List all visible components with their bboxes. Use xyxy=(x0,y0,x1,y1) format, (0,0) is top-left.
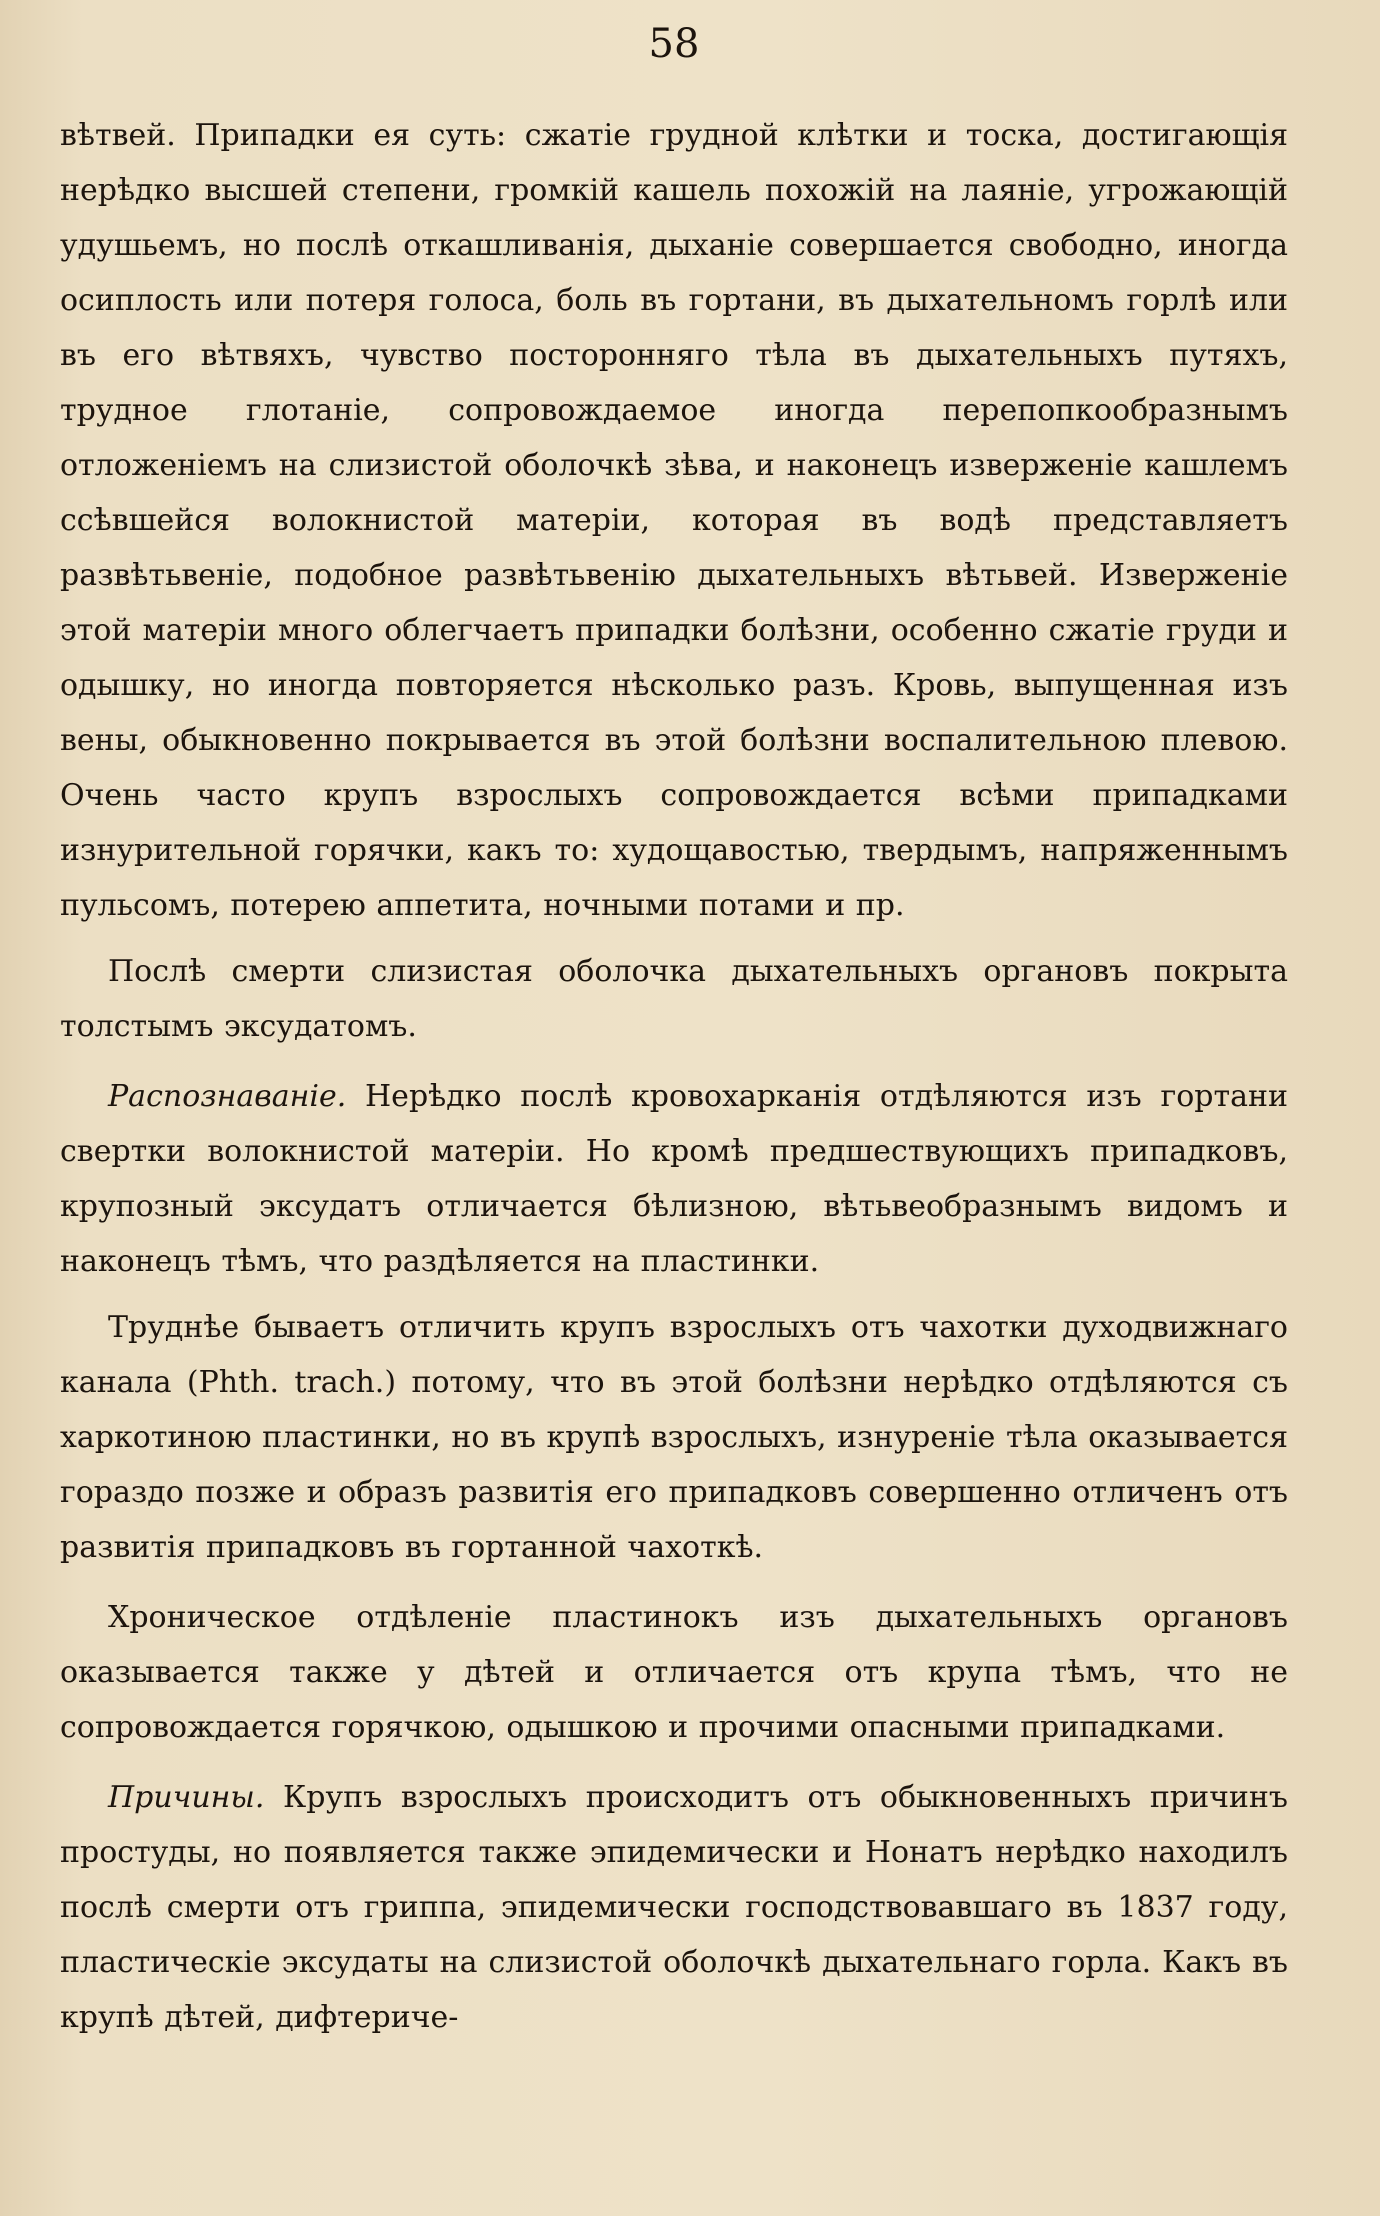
paragraph-differential: Труднѣе бываетъ отличить крупъ взрослыхъ отъ чахотки духодвижнаго канала (Phth. trach.) потому, что въ этой болѣзни нерѣдко отдѣляются съ харкотиною пластинки, но въ крупѣ взрослыхъ, изнуреніе тѣла оказывается гораздо позже и образъ развитія его припадковъ совершенно отличенъ отъ развитія припадковъ въ гортанной чахоткѣ. xyxy=(60,1310,1288,1565)
paragraph-symptoms: вѣтвей. Припадки ея суть: сжатіе грудной клѣтки и тоска, достигающія нерѣдко высшей степени, громкій кашель похожій на лаяніе, угрожающій удушьемъ, но послѣ откашливанія, дыханіе совершается свободно, иногда осиплость или потеря голоса, боль въ гортани, въ дыхательномъ горлѣ или въ его вѣтвяхъ, чувство посторонняго тѣла въ дыхательныхъ путяхъ, трудное глотаніе, сопровождаемое иногда перепопкообразнымъ отложеніемъ на слизистой оболочкѣ зѣва, и наконецъ изверженіе кашлемъ ссѣвшейся волокнистой матеріи, которая въ водѣ представляетъ развѣтьвеніе, подобное развѣтьвенію дыхательныхъ вѣтьвей. Изверженіе этой матеріи много облегчаетъ припадки болѣзни, особенно сжатіе груди и одышку, но иногда повторяется нѣсколько разъ. Кровь, выпущенная изъ вены, обыкновенно покрывается въ этой болѣзни воспалительною плевою. Очень часто крупъ взрослыхъ сопровождается всѣми припадками изнурительной горячки, какъ то: худощавостью, твердымъ, напряженнымъ пульсомъ, потерею аппетита, ночными потами и пр. xyxy=(60,118,1288,923)
paragraph-causes xyxy=(60,1770,1288,2045)
paragraph-chronic: Хроническое отдѣленіе пластинокъ изъ дыхательныхъ органовъ оказывается также у дѣтей и отличается отъ крупа тѣмъ, что не сопровождается горячкою, одышкою и прочими опасными припадками. xyxy=(60,1600,1288,1745)
paragraph-post-mortem: Послѣ смерти слизистая оболочка дыхательныхъ органовъ покрыта толстымъ эксудатомъ. xyxy=(60,954,1288,1044)
paragraph-diagnosis xyxy=(60,1069,1288,1289)
page-body xyxy=(60,108,1288,2045)
section-heading-diagnosis: Распознаваніе. xyxy=(108,1079,347,1114)
section-heading-causes: Причины. xyxy=(108,1780,265,1815)
paragraph-causes-text: Крупъ взрослыхъ происходитъ отъ обыкновенныхъ причинъ простуды, но появляется также эпидемически и Нонатъ нерѣдко находилъ послѣ смерти отъ гриппа, эпидемически господствовавшаго въ 1837 году, пластическіе эксудаты на слизистой оболочкѣ дыхательнаго горла. Какъ въ крупѣ дѣтей, дифтериче- xyxy=(60,1780,1288,2035)
page-number: 58 xyxy=(648,21,700,67)
paragraph-diagnosis-text: Нерѣдко послѣ кровохарканія отдѣляются изъ гортани свертки волокнистой матеріи. Но кромѣ предшествующихъ припадковъ, крупозный эксудатъ отличается бѣлизною, вѣтьвеобразнымъ видомъ и наконецъ тѣмъ, что раздѣляется на пластинки. xyxy=(60,1079,1288,1279)
